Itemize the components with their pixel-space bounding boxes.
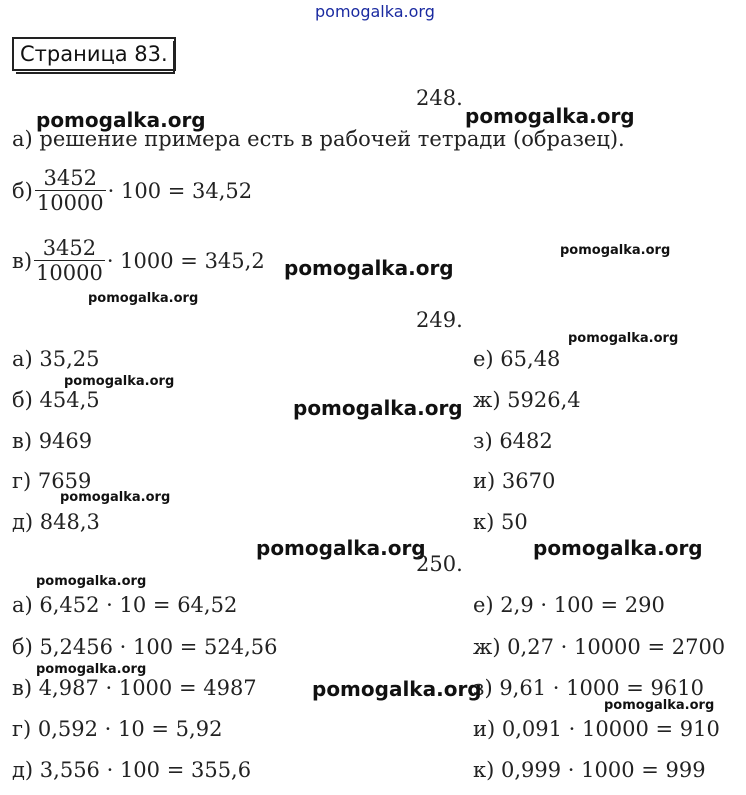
task-249-right-1: ж) 5926,4 xyxy=(473,388,581,412)
task-248-number: 248. xyxy=(416,86,463,110)
task-249-left-4: д) 848,3 xyxy=(12,510,100,534)
watermark: pomogalka.org xyxy=(256,536,426,560)
task-249-left-2: в) 9469 xyxy=(12,429,93,453)
task-250-right-0: е) 2,9 · 100 = 290 xyxy=(473,593,665,617)
watermark-top: pomogalka.org xyxy=(315,2,435,21)
task-249-left-1: б) 454,5 xyxy=(12,388,100,412)
watermark: pomogalka.org xyxy=(36,108,206,132)
task-250-right-1: ж) 0,27 · 10000 = 2700 xyxy=(473,635,726,659)
task-250-left-0: а) 6,452 · 10 = 64,52 xyxy=(12,593,238,617)
watermark: pomogalka.org xyxy=(64,374,175,389)
watermark: pomogalka.org xyxy=(293,396,463,420)
task-248-v-rest: · 1000 = 345,2 xyxy=(106,248,265,273)
task-250-left-2: в) 4,987 · 1000 = 4987 xyxy=(12,676,257,700)
task-250-right-2: з) 9,61 · 1000 = 9610 xyxy=(473,676,704,700)
watermark: pomogalka.org xyxy=(560,243,671,258)
watermark: pomogalka.org xyxy=(60,490,171,505)
fraction-numerator: 3452 xyxy=(42,236,97,260)
task-249-right-0: е) 65,48 xyxy=(473,347,561,371)
watermark: pomogalka.org xyxy=(465,104,635,128)
task-249-left-0: а) 35,25 xyxy=(12,347,100,371)
fraction-denominator: 10000 xyxy=(36,191,104,215)
task-248-b xyxy=(12,166,252,215)
task-249-number: 249. xyxy=(416,308,463,332)
task-248-v-fraction xyxy=(34,236,105,285)
task-249-right-4: к) 50 xyxy=(473,510,528,534)
task-248-a: а) решение примера есть в рабочей тетради (образец). xyxy=(12,127,625,151)
task-250-left-3: г) 0,592 · 10 = 5,92 xyxy=(12,717,223,741)
watermark: pomogalka.org xyxy=(604,698,715,713)
task-250-right-4: к) 0,999 · 1000 = 999 xyxy=(473,758,706,782)
task-248-v-prefix: в) xyxy=(12,248,33,273)
task-250-left-1: б) 5,2456 · 100 = 524,56 xyxy=(12,635,278,659)
watermark: pomogalka.org xyxy=(312,677,482,701)
watermark: pomogalka.org xyxy=(533,536,703,560)
watermark: pomogalka.org xyxy=(568,331,679,346)
task-248-v xyxy=(12,236,265,285)
watermark: pomogalka.org xyxy=(36,574,147,589)
task-248-b-fraction xyxy=(35,166,106,215)
fraction-denominator: 10000 xyxy=(36,261,103,285)
fraction-numerator: 3452 xyxy=(43,166,97,190)
task-250-left-4: д) 3,556 · 100 = 355,6 xyxy=(12,758,252,782)
task-248-b-rest: · 100 = 34,52 xyxy=(107,178,253,203)
task-250-right-3: и) 0,091 · 10000 = 910 xyxy=(473,717,720,741)
watermark: pomogalka.org xyxy=(88,291,199,306)
watermark: pomogalka.org xyxy=(284,256,454,280)
task-249-left-3: г) 7659 xyxy=(12,469,92,493)
page-title: Страница 83. xyxy=(12,37,176,71)
task-250-number: 250. xyxy=(416,552,463,576)
watermark: pomogalka.org xyxy=(36,662,147,677)
task-248-b-prefix: б) xyxy=(12,178,33,203)
task-249-right-3: и) 3670 xyxy=(473,469,556,493)
task-249-right-2: з) 6482 xyxy=(473,429,553,453)
